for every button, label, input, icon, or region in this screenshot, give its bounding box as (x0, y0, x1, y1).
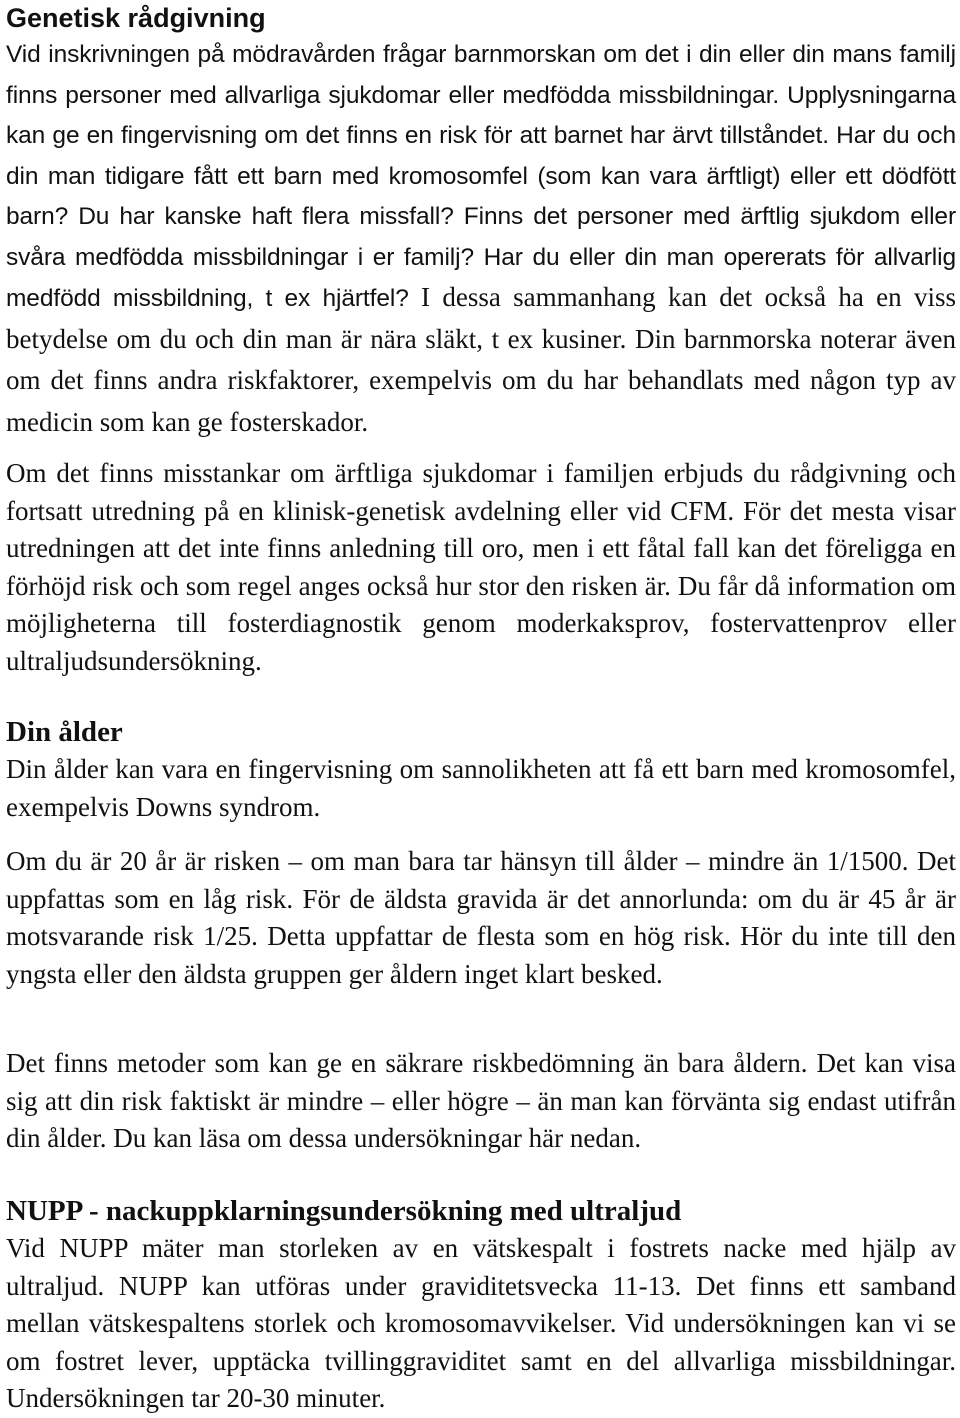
paragraph-alder-intro: Din ålder kan vara en fingervisning om sannolikheten att få ett barn med kromosomfel, exempelvis Downs syndrom. (6, 754, 956, 822)
paragraph-nupp-intro: Vid NUPP mäter man storleken av en vätskespalt i fostrets nacke med hjälp av ultraljud. NUPP kan utföras under graviditetsvecka 11-13. Det finns ett samband mellan vätskespaltens storlek och kromosomavvikelser. Vid undersökningen kan vi se om fostret lever, upptäcka tvillinggraviditet samt en del allvarliga missbildningar. Undersökningen tar 20-30 minuter. (6, 1233, 956, 1413)
section-title-genetisk-radgivning: Genetisk rådgivning (6, 3, 266, 33)
paragraph-genetisk-intro (6, 36, 956, 445)
paragraph-genetisk-utredning: Om det finns misstankar om ärftliga sjukdomar i familjen erbjuds du rådgivning och fortsatt utredning på en klinisk-genetisk avdelning eller vid CFM. För det mesta visar utredningen att det inte finns anledning till oro, men i ett fåtal fall kan det föreligga en förhöjd risk och som regel anges också hur stor den risken är. Du får då information om möjligheterna till fosterdiagnostik genom moderkaksprov, fostervattenprov eller ultraljudsundersökning. (6, 458, 956, 676)
section-title-nupp: NUPP - nackuppklarningsundersökning med ultraljud (6, 1195, 682, 1227)
section-title-din-alder: Din ålder (6, 716, 123, 748)
paragraph-alder-risk: Om du är 20 år är risken – om man bara tar hänsyn till ålder – mindre än 1/1500. Det uppfattas som en låg risk. För de äldsta gravida är det annorlunda: om du är 45 år är motsvarande risk 1/25. Detta uppfattar de flesta som en hög risk. Hör du inte till den yngsta eller den äldsta gruppen ger åldern inget klart besked. (6, 846, 956, 989)
paragraph-genetisk-intro-part1: Vid inskrivningen på mödravården frågar barnmorskan om det i din eller din mans familj finns personer med allvarliga sjukdomar eller medfödda missbildningar. Upplysningarna kan ge en fingervisning om det finns en risk för att barnet har ärvt tillståndet. Har du och din man tidigare fått ett barn med kromosomfel (som kan vara ärftligt) eller ett dödfött barn? Du har kanske haft flera missfall? Finns det personer med ärftlig sjukdom eller svåra medfödda missbildningar i er familj? Har du eller din man opererats för allvarlig medfödd missbildning, t ex hjärtfel? (6, 41, 956, 312)
paragraph-alder-metoder: Det finns metoder som kan ge en säkrare riskbedömning än bara åldern. Det kan visa sig att din risk faktiskt är mindre – eller högre – än man kan förvänta sig endast utifrån din ålder. Du kan läsa om dessa undersökningar här nedan. (6, 1048, 956, 1153)
paragraph-genetisk-intro-part2: I dessa sammanhang kan det också ha en viss betydelse om du och din man är nära släkt, t ex kusiner. Din barnmorska noterar även om det finns andra riskfaktorer, exempelvis om du har behandlats med någon typ av medicin som kan ge fosterskador. (6, 282, 956, 437)
